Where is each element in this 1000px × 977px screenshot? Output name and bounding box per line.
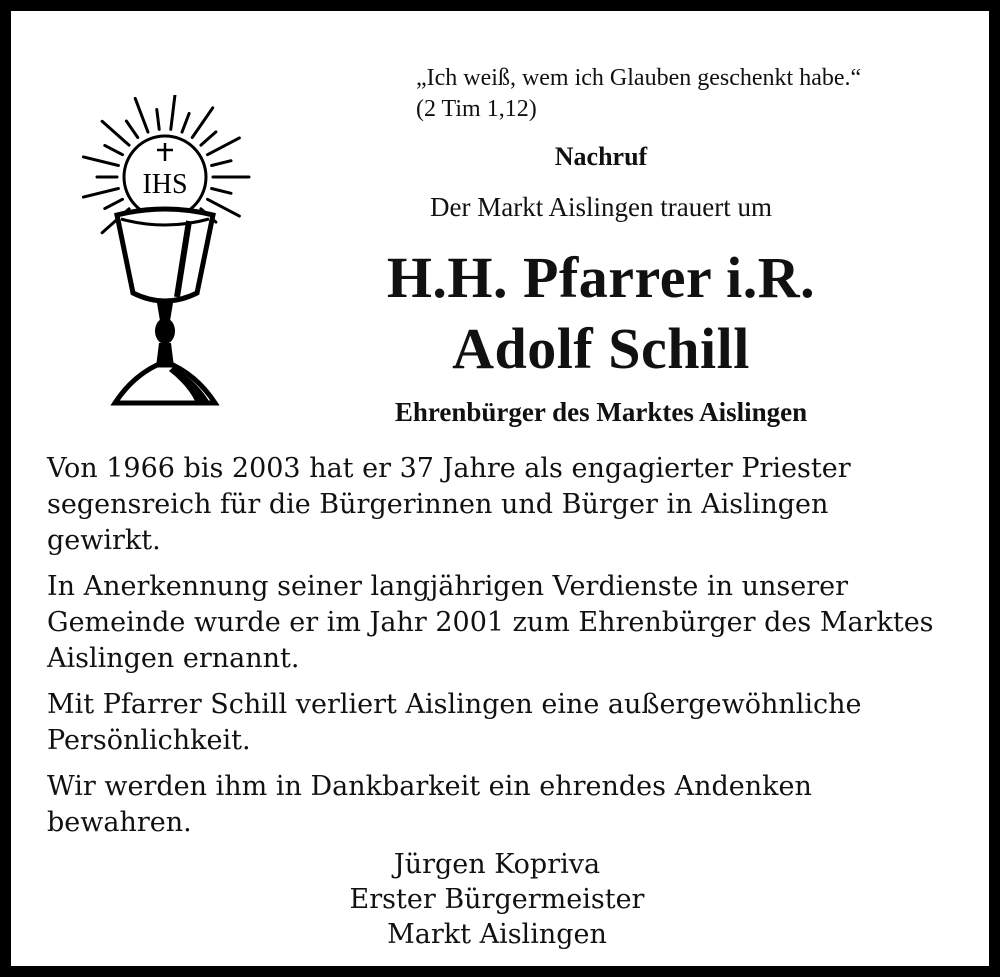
sun-ray [201, 132, 216, 145]
signatory-name: Jürgen Kopriva [393, 849, 601, 880]
sun-ray [105, 145, 123, 154]
intro-line: Der Markt Aislingen trauert um [430, 192, 772, 222]
notice-heading: Nachruf [554, 142, 648, 171]
body-paragraph: Von 1966 bis 2003 hat er 37 Jahre als engagierter Priester segensreich für die Bürgerinnen und Bürger in Aislingen gewirkt. [47, 453, 851, 556]
sun-ray [105, 199, 123, 208]
deceased-name: Adolf Schill [452, 316, 750, 381]
quote-text: „Ich weiß, wem ich Glauben geschenkt habe.“ [416, 65, 862, 91]
sun-ray [102, 121, 129, 145]
sun-ray [135, 98, 148, 132]
body-paragraph: Mit Pfarrer Schill verliert Aislingen eine außergewöhnliche Persönlichkeit. [47, 689, 862, 756]
chalice-host-icon [77, 95, 253, 421]
deceased-title: H.H. Pfarrer i.R. [386, 245, 816, 310]
sun-ray [208, 138, 240, 155]
sun-ray [157, 109, 159, 129]
signatory-title: Erster Bürgermeister [349, 884, 645, 915]
body-paragraph: In Anerkennung seiner langjährigen Verdienste in unserer Gemeinde wurde er im Jahr 2001 zum Ehrenbürger des Marktes Aislingen ernannt. [47, 571, 934, 674]
obituary-body [47, 451, 947, 851]
sun-ray [83, 157, 118, 166]
sun-ray [212, 188, 231, 193]
sun-ray [212, 161, 231, 166]
signature-block [297, 847, 697, 952]
ihs-monogram: IHS [142, 169, 188, 200]
sun-ray [171, 95, 175, 129]
body-paragraph: Wir werden ihm in Dankbarkeit ein ehrendes Andenken bewahren. [47, 771, 812, 838]
sun-ray [83, 188, 118, 197]
honorary-title: Ehrenbürger des Marktes Aislingen [394, 397, 808, 427]
signatory-org: Markt Aislingen [387, 919, 607, 950]
bible-quote [416, 63, 861, 125]
quote-reference: (2 Tim 1,12) [416, 96, 537, 122]
sun-ray [192, 108, 212, 138]
sun-ray [182, 113, 189, 132]
sun-ray [126, 121, 137, 137]
